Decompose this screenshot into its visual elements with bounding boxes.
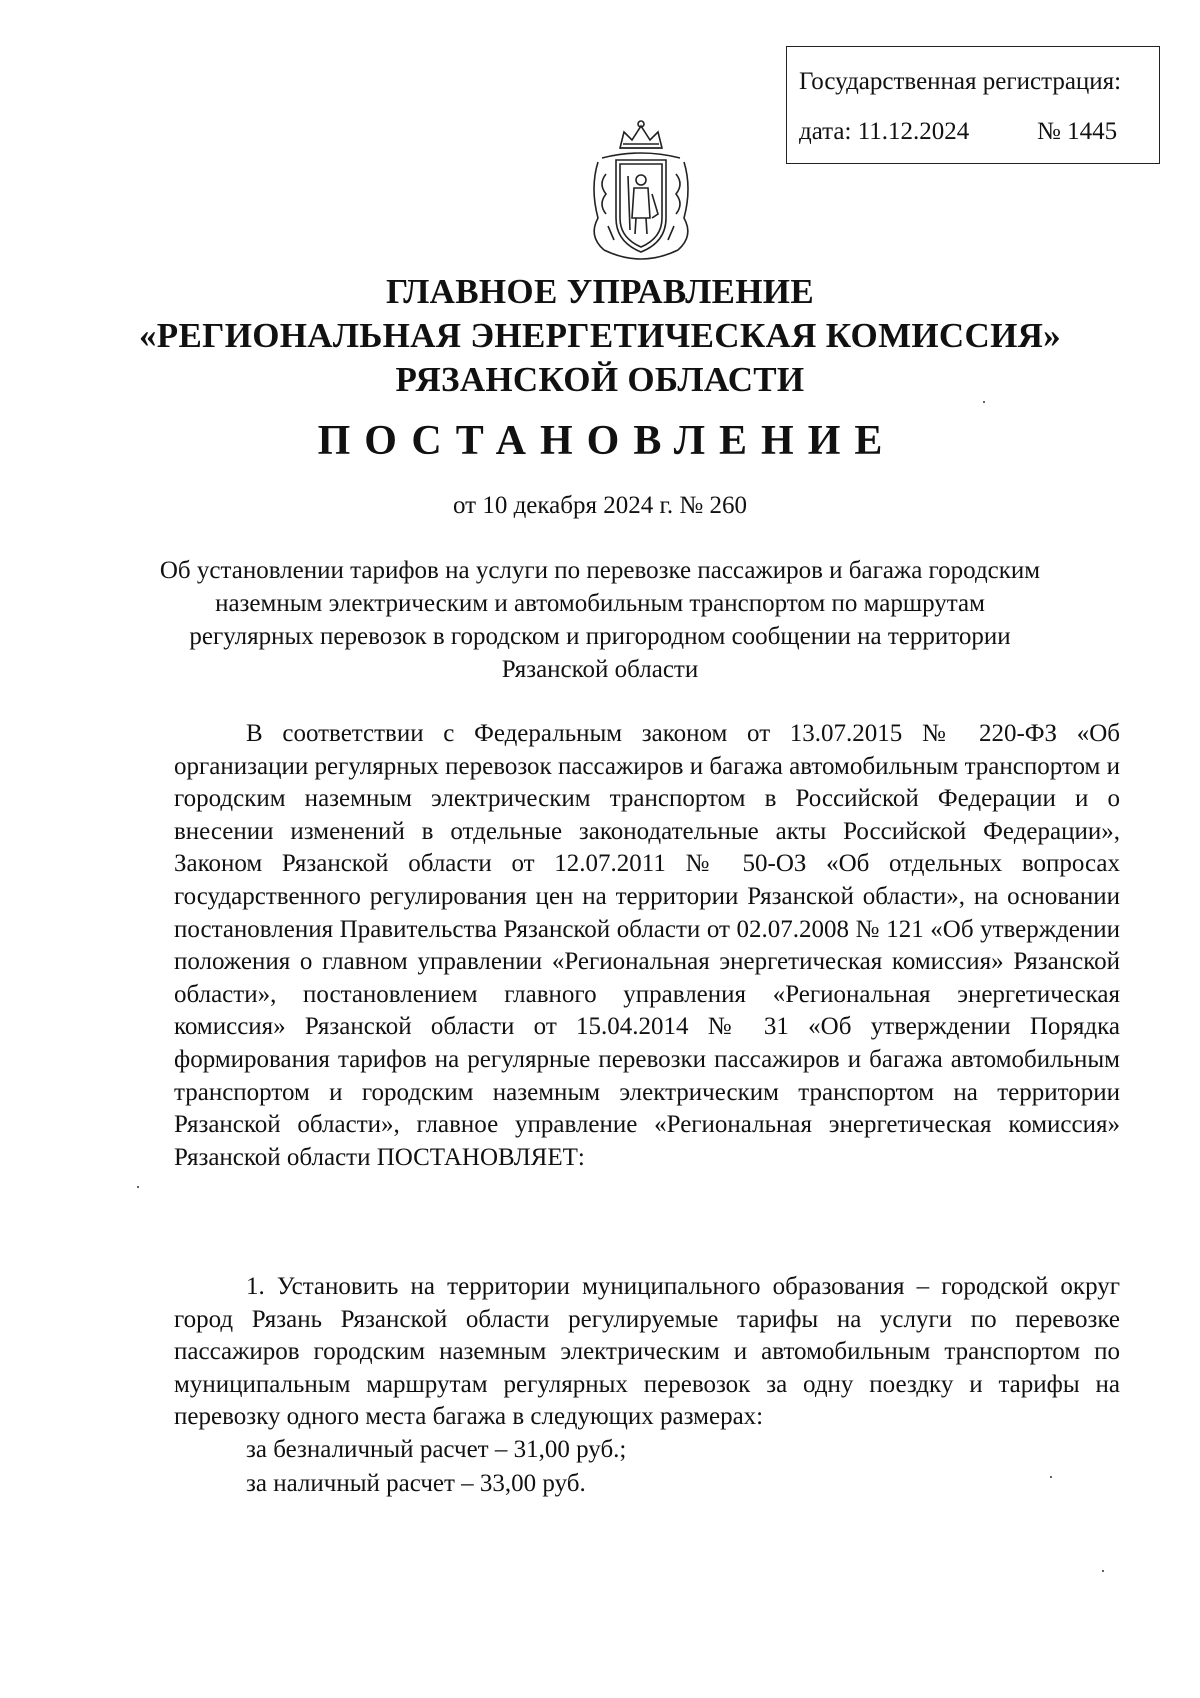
registration-stamp: [786, 46, 1160, 164]
agency-name-line-2: «РЕГИОНАЛЬНАЯ ЭНЕРГЕТИЧЕСКАЯ КОМИССИЯ»: [139, 316, 1061, 355]
coat-of-arms-icon: [568, 118, 714, 266]
item-1-paragraph: 1. Установить на территории муниципального образования – городской округ город Рязань Рязанской области регулируемые тарифы на услуги по перевозке пассажиров городским наземным электрическим и автомобильным транспортом по муниципальным маршрутам регулярных перевозок за одну поездку и тарифы на перевозку одного места багажа в следующих размерах:: [174, 1273, 1120, 1431]
document-subject: Об установлении тарифов на услуги по перевозке пассажиров и багажа городским наземным электрическим и автомобильным транспортом по маршрутам регулярных перевозок в городском и пригородном сообщении на территории Рязанской области: [159, 557, 1041, 683]
registration-title: Государственная регистрация:: [799, 68, 1122, 95]
scan-speck: [137, 1186, 139, 1188]
registration-number: № 1445: [1037, 118, 1118, 145]
rate-cash: за наличный расчет – 33,00 руб.: [246, 1470, 586, 1497]
agency-name-line-3: РЯЗАНСКОЙ ОБЛАСТИ: [395, 360, 805, 399]
preamble-paragraph: В соответствии с Федеральным законом от 13.07.2015 № 220-ФЗ «Об организации регулярных перевозок пассажиров и багажа автомобильным транспортом и городским наземным электрическим транспортом в Российской Федерации и о внесении изменений в отдельные законодательные акты Российской Федерации», Законом Рязанской области от 12.07.2011 № 50-ОЗ «Об отдельных вопросах государственного регулирования цен на территории Рязанской области», на основании постановления Правительства Рязанской области от 02.07.2008 № 121 «Об утверждении положения о главном управлении «Региональная энергетическая комиссия» Рязанской области», постановлением главного управления «Региональная энергетическая комиссия» Рязанской области от 15.04.2014 № 31 «Об утверждении Порядка формирования тарифов на регулярные перевозки пассажиров и багажа автомобильным транспортом и городским наземным электрическим транспортом на территории Рязанской области», главное управление «Региональная энергетическая комиссия» Рязанской области ПОСТАНОВЛЯЕТ:: [174, 720, 1120, 1171]
registration-date: дата: 11.12.2024: [799, 118, 970, 145]
document-date-number: от 10 декабря 2024 г. № 260: [452, 492, 748, 519]
agency-name-line-1: ГЛАВНОЕ УПРАВЛЕНИЕ: [386, 272, 814, 311]
scan-speck: [983, 401, 985, 403]
rate-cashless: за безналичный расчет – 31,00 руб.;: [246, 1436, 627, 1463]
document-type: ПОСТАНОВЛЕНИЕ: [317, 418, 897, 464]
scan-speck: [1102, 1570, 1104, 1572]
scan-speck: [1050, 1476, 1052, 1478]
